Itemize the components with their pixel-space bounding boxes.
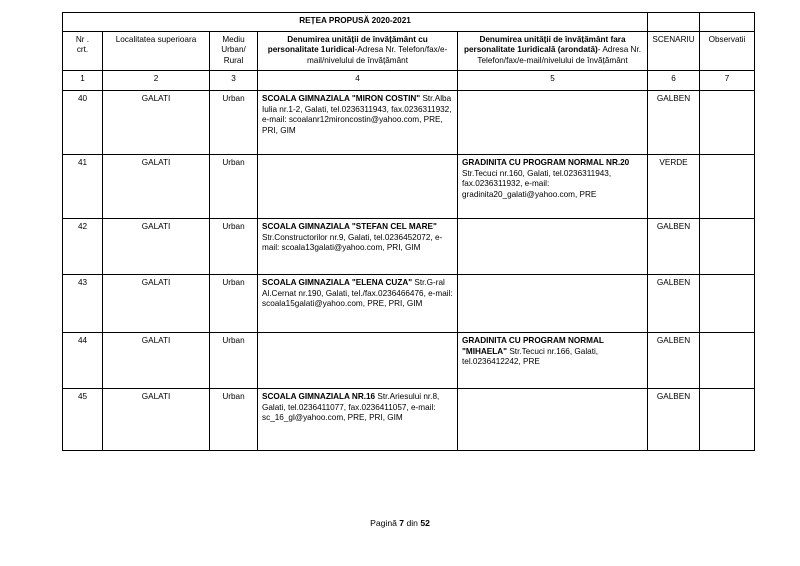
table-row: [63, 275, 755, 333]
cell-mediu: Urban: [210, 275, 258, 333]
cell-unitate-arondata: [458, 91, 648, 155]
cell-unitate-pj-detail: Str.G-ral Al.Cernat nr.190, Galati, tel./fax.0236466476, e-mail: scoala15galati@yahoo.com, PRE, PRI, GIM: [262, 278, 453, 308]
cell-unitate-arondata-detail: Str.Tecuci nr.160, Galati, tel.0236311943, fax.0236311932, e-mail: gradinita20_galati@yahoo.com, PRE: [462, 168, 612, 199]
cell-unitate-pj-detail: Str.Constructorilor nr.9, Galati, tel.0236452072, e-mail: scoala13galati@yahoo.com, PRI, GIM: [262, 232, 443, 252]
cell-mediu: Urban: [210, 333, 258, 389]
network-table: [62, 12, 755, 451]
table-row: [63, 219, 755, 275]
cell-unitate-arondata: [458, 219, 648, 275]
cell-nr: 41: [63, 155, 103, 219]
network-table-container: [62, 12, 746, 451]
cell-unitate-pj: [258, 389, 458, 451]
cell-localitate: GALATI: [103, 389, 210, 451]
header-observatii: Observatii: [700, 31, 755, 71]
table-row: [63, 91, 755, 155]
table-title-row: [63, 13, 755, 32]
cell-unitate-pj: [258, 155, 458, 219]
cell-nr: 42: [63, 219, 103, 275]
colnum-3: 3: [210, 71, 258, 91]
colnum-4: 4: [258, 71, 458, 91]
colnum-7: 7: [700, 71, 755, 91]
cell-localitate: GALATI: [103, 155, 210, 219]
cell-unitate-arondata: [458, 155, 648, 219]
cell-scenariu: GALBEN: [648, 91, 700, 155]
cell-mediu: Urban: [210, 91, 258, 155]
title-row-scenariu-spacer: [648, 13, 700, 32]
table-header-row: [63, 31, 755, 71]
cell-unitate-arondata-name: GRADINITA CU PROGRAM NORMAL NR.20: [462, 158, 630, 167]
cell-scenariu: VERDE: [648, 155, 700, 219]
cell-observatii: [700, 275, 755, 333]
header-nr-crt-line1: Nr .: [75, 34, 90, 44]
header-mediu-line1: Mediu: [222, 34, 245, 44]
footer-prefix: Pagină: [370, 518, 400, 528]
cell-scenariu: GALBEN: [648, 333, 700, 389]
footer-middle: din: [404, 518, 421, 528]
cell-unitate-pj-name: SCOALA GIMNAZIALA "ELENA CUZA": [262, 278, 413, 287]
cell-nr: 40: [63, 91, 103, 155]
cell-nr: 43: [63, 275, 103, 333]
table-row: [63, 389, 755, 451]
cell-scenariu: GALBEN: [648, 389, 700, 451]
cell-unitate-pj: [258, 333, 458, 389]
cell-unitate-pj-detail: Str.Ariesului nr.8, Galati, tel.0236411077, fax.0236411057, e-mail: sc_16_gl@yahoo.com, PRE, PRI, GIM: [262, 392, 440, 422]
header-scenariu: SCENARIU: [648, 31, 700, 71]
header-mediu: [210, 31, 258, 71]
colnum-6: 6: [648, 71, 700, 91]
table-row: [63, 155, 755, 219]
page-footer: [0, 518, 800, 528]
header-unitate-arondata-bold: Denumirea unității de învățământ fara personalitate 1uridicală (arondată): [464, 34, 626, 54]
cell-observatii: [700, 91, 755, 155]
header-nr-crt-line2: crt.: [76, 45, 89, 54]
cell-unitate-arondata: [458, 333, 648, 389]
document-title: REȚEA PROPUSĂ 2020-2021: [63, 13, 648, 32]
header-mediu-line2: Urban/: [221, 45, 246, 54]
cell-observatii: [700, 333, 755, 389]
header-unitate-pj-bold: Denumirea unității de învățământ cu personalitate 1uridical: [267, 34, 428, 54]
cell-scenariu: GALBEN: [648, 275, 700, 333]
cell-nr: 44: [63, 333, 103, 389]
header-localitate: Localitatea superioara: [103, 31, 210, 71]
cell-unitate-pj-detail: Str.Alba Iulia nr.1-2, Galati, tel.0236311943, fax.0236311932, e-mail: scoalanr12mironcostin@yahoo.com, PRE, PRI, GIM: [262, 94, 452, 135]
cell-unitate-pj-name: SCOALA GIMNAZIALA "MIRON COSTIN": [262, 94, 421, 103]
cell-unitate-arondata: [458, 275, 648, 333]
cell-localitate: GALATI: [103, 333, 210, 389]
table-column-number-row: [63, 71, 755, 91]
cell-mediu: Urban: [210, 389, 258, 451]
footer-page-number: 7: [399, 518, 405, 528]
table-row: [63, 333, 755, 389]
cell-mediu: Urban: [210, 155, 258, 219]
cell-unitate-pj: [258, 219, 458, 275]
header-unitate-pj: [258, 31, 458, 71]
cell-scenariu: GALBEN: [648, 219, 700, 275]
cell-unitate-pj: [258, 91, 458, 155]
cell-nr: 45: [63, 389, 103, 451]
cell-unitate-arondata: [458, 389, 648, 451]
header-nr-crt: [63, 31, 103, 71]
header-unitate-arondata-rest: - Adresa Nr. Telefon/fax/e-mail/nivelului de învățământ: [477, 45, 642, 65]
cell-localitate: GALATI: [103, 91, 210, 155]
cell-unitate-pj-name: SCOALA GIMNAZIALA "STEFAN CEL MARE": [262, 222, 437, 231]
cell-unitate-arondata-name: GRADINITA CU PROGRAM NORMAL "MIHAELA": [462, 336, 604, 356]
cell-unitate-pj: [258, 275, 458, 333]
cell-observatii: [700, 219, 755, 275]
header-unitate-pj-rest: -Adresa Nr. Telefon/fax/e-mail/nivelului de învățământ: [306, 45, 448, 65]
cell-observatii: [700, 389, 755, 451]
header-unitate-arondata: [458, 31, 648, 71]
cell-observatii: [700, 155, 755, 219]
colnum-1: 1: [63, 71, 103, 91]
cell-localitate: GALATI: [103, 275, 210, 333]
title-row-observatii-spacer: [700, 13, 755, 32]
footer-total-pages: 52: [420, 518, 430, 528]
cell-unitate-arondata-detail: Str.Tecuci nr.166, Galati, tel.0236412242, PRE: [462, 346, 599, 366]
cell-localitate: GALATI: [103, 219, 210, 275]
header-mediu-line3: Rural: [223, 55, 244, 65]
cell-mediu: Urban: [210, 219, 258, 275]
colnum-2: 2: [103, 71, 210, 91]
colnum-5: 5: [458, 71, 648, 91]
cell-unitate-pj-name: SCOALA GIMNAZIALA NR.16: [262, 392, 376, 401]
